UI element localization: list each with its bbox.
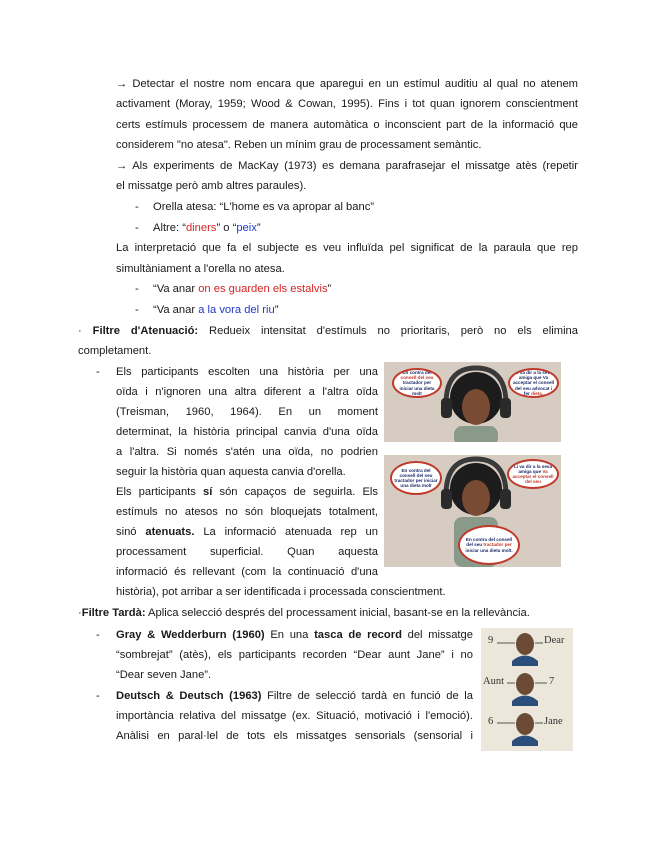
speech-bubble-right	[507, 459, 559, 489]
text-run: “Va anar	[153, 283, 199, 295]
paragraph-line: “Dear seven Jane”.	[116, 669, 212, 681]
paragraph-line: La interpretació que fa el subjecte es veu influïda pel significat de la paraula que rep	[116, 242, 578, 254]
emphasis: atenuats.	[145, 526, 195, 538]
bubble-text: Li va dir a la seva amiga que Va acceptar el consell del seu	[512, 463, 554, 485]
speech-bubble-bottom	[458, 525, 520, 565]
paragraph-line: informació és rellevant (com la continuació d'una	[116, 566, 378, 578]
shadowing-task-figure	[481, 628, 573, 751]
paragraph-line: → Als experiments de MacKay (1973) es demana parafrasejar el missatge atès (repetir	[116, 160, 578, 172]
text-run: Els participants	[116, 486, 204, 498]
section-title: Filtre Tardà:	[81, 607, 146, 619]
list-item	[153, 303, 278, 317]
bubble-text: En contra del consell del seu tractador per iniciar una dieta molt.	[465, 537, 513, 553]
text-run: ”	[327, 283, 332, 295]
text-run: En una	[264, 629, 315, 641]
section-heading-attenuation	[78, 324, 578, 338]
bullet: ·	[78, 607, 82, 619]
citation: Deutsch & Deutsch (1963)	[116, 690, 262, 702]
list-item	[153, 282, 331, 296]
citation: Gray & Wedderburn (1960)	[116, 629, 265, 641]
paragraph-line: certs estímuls processem de manera automàtica o inconscient part de la informació que	[116, 119, 578, 131]
figure-label: Jane	[544, 716, 563, 727]
text-run: sinó	[116, 526, 146, 538]
text-run: “Va anar	[153, 304, 199, 316]
paragraph-line: → Detectar el nostre nom encara que aparegui en un estímul auditiu al qual no atenem	[116, 78, 578, 90]
figure-label: Dear	[544, 635, 565, 646]
paragraph-line	[116, 525, 378, 539]
dichotic-listening-figure-2	[384, 455, 561, 567]
list-dash: -	[96, 690, 100, 702]
paragraph-line: el missatge però amb altres paraules).	[116, 180, 307, 192]
figure-label: 7	[549, 676, 555, 687]
highlight-blue: peix	[236, 222, 257, 234]
highlight-red: diners	[185, 222, 217, 234]
list-dash: -	[135, 283, 139, 295]
paragraph-line: activament (Moray, 1959; Wood & Cowan, 1995). Fins i tot quan ignorem conscientment	[116, 98, 578, 110]
text-run: del missatge	[401, 629, 473, 641]
dichotic-listening-figure-1	[384, 362, 561, 442]
section-heading-late-filter	[78, 606, 530, 620]
text-run: Aplica selecció després del processament inicial, basant-se en la rellevància.	[145, 607, 530, 619]
paragraph-line: seguir la història quan aquesta canvia d'orella.	[116, 466, 346, 478]
paragraph-line: simultàniament a l'orella no atesa.	[116, 263, 285, 275]
paragraph-line: història), pot arribar a ser identificada i processada conscientment.	[116, 586, 446, 598]
paragraph-line: determinat, la història principal canvia d'una oïda	[116, 426, 378, 438]
paragraph-line	[116, 485, 378, 499]
text-run: Altre: “	[153, 222, 186, 234]
figure-label: Aunt	[483, 676, 504, 687]
list-dash: -	[96, 629, 100, 641]
text-run: són capaços de seguirla. Els	[212, 486, 378, 498]
highlight-blue: a la vora del riu	[198, 304, 275, 316]
list-dash: -	[135, 201, 139, 213]
paragraph-line: Els participants escolten una història per una	[116, 366, 378, 378]
section-title: Filtre d'Atenuació:	[92, 325, 199, 337]
text-run: Filtre de selecció tardà en funció de la	[261, 690, 473, 702]
paragraph-line	[116, 689, 473, 703]
text-run: ” o “	[216, 222, 237, 234]
paragraph-line: importància relativa del missatge (ex. Situació, motivació i l'emoció).	[116, 710, 473, 722]
list-dash: -	[135, 222, 139, 234]
figure-label: 6	[488, 716, 494, 727]
text-run: ”	[274, 304, 279, 316]
paragraph-line: (Treisman, 1960, 1964). En un moment	[116, 406, 378, 418]
speech-bubble-left	[390, 461, 442, 495]
list-item	[153, 221, 261, 235]
emphasis: tasca de record	[314, 629, 402, 641]
list-dash: -	[96, 366, 100, 378]
list-item: Orella atesa: “L'home es va apropar al banc”	[153, 201, 375, 213]
speech-bubble-right	[508, 368, 559, 398]
list-dash: -	[135, 304, 139, 316]
figure-label: 9	[488, 635, 494, 646]
bubble-text: En contra del consell del seu tractador per iniciar una dieta molt	[399, 370, 435, 396]
bullet: ·	[78, 325, 82, 337]
bubble-text: Li va dir a la seva amiga que Va acceptar el consell del seu advocat i fer dieta.	[512, 370, 555, 396]
paragraph-line: completament.	[78, 345, 152, 357]
paragraph-line: a l'altra. Si només s'atén una oïda, no podrien	[116, 446, 378, 458]
highlight-red: on es guarden els estalvis	[198, 283, 328, 295]
text-run: ”	[256, 222, 261, 234]
text-run: Redueix intensitat d'estímuls no prioritaris, però no els elimina	[198, 325, 578, 337]
person-heads-icon	[481, 628, 573, 751]
paragraph-line: Anàlisi en paral·lel de tots els missatges sensorials (sensorial i	[116, 730, 473, 742]
paragraph-line: processament superficial. Quan aquesta	[116, 546, 378, 558]
bubble-text: En contra del consell del seu tractador per iniciar una dieta molt	[394, 467, 438, 489]
paragraph-line: considerem "no atesa". Reben un mínim grau de processament semàntic.	[116, 139, 482, 151]
paragraph-line: “sombrejat” (atès), els participants recorden “Dear aunt Jane” i no	[116, 649, 473, 661]
paragraph-line: estímuls no atesos no són bloquejats totalment,	[116, 506, 378, 518]
paragraph-line: oïda i n'ignoren una altra diferent a l'altra oïda	[116, 386, 378, 398]
text-run: La informació atenuada rep un	[194, 526, 378, 538]
emphasis: sí	[203, 486, 213, 498]
paragraph-line	[116, 628, 473, 642]
speech-bubble-left	[392, 368, 442, 398]
